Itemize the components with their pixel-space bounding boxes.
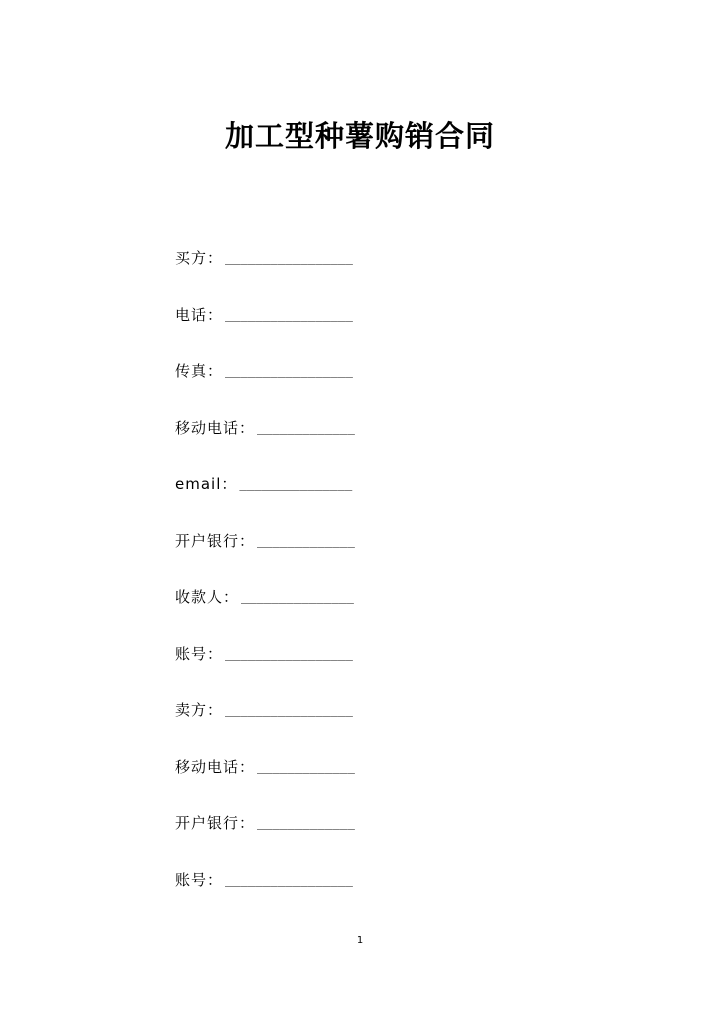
seller-blank-line: _________________ [225, 702, 353, 717]
buyer-field [175, 247, 475, 304]
document-title: 加工型种薯购销合同 [224, 119, 495, 153]
bank-blank-line: _____________ [257, 532, 355, 548]
phone-label: 电话： [175, 305, 224, 324]
bank-label: 开户银行： [175, 531, 256, 550]
account-field [175, 643, 475, 700]
seller-account-blank-line: _________________ [225, 871, 353, 887]
mobile-phone-blank-line: _____________ [257, 419, 355, 435]
seller-bank-field [175, 812, 475, 869]
seller-mobile-phone-field [175, 756, 475, 813]
payee-label: 收款人： [175, 588, 240, 606]
buyer-blank-line: _________________ [225, 250, 353, 265]
seller-field [175, 699, 475, 756]
email-label: email： [175, 475, 238, 493]
seller-mobile-phone-label: 移动电话： [175, 757, 256, 776]
page-number: 1 [356, 935, 364, 946]
seller-account-label: 账号： [175, 870, 224, 889]
phone-blank-line: _________________ [225, 306, 353, 322]
payee-field [175, 586, 475, 643]
seller-bank-blank-line: _____________ [257, 815, 355, 830]
phone-field [175, 304, 475, 361]
email-blank-line: _______________ [239, 476, 353, 491]
mobile-phone-field [175, 417, 475, 474]
buyer-label: 买方： [175, 249, 224, 267]
seller-mobile-phone-blank-line: _____________ [257, 758, 355, 774]
payee-blank-line: _______________ [241, 589, 354, 604]
mobile-phone-label: 移动电话： [175, 418, 256, 437]
fax-blank-line: _________________ [225, 363, 353, 378]
fax-label: 传真： [175, 362, 224, 380]
account-blank-line: _________________ [225, 645, 353, 661]
fax-field [175, 360, 475, 417]
bank-field [175, 530, 475, 587]
seller-label: 卖方： [175, 701, 224, 719]
contract-party-fields [175, 247, 475, 925]
seller-account-field [175, 869, 475, 926]
seller-bank-label: 开户银行： [175, 814, 256, 832]
account-label: 账号： [175, 644, 224, 663]
email-field [175, 473, 475, 530]
